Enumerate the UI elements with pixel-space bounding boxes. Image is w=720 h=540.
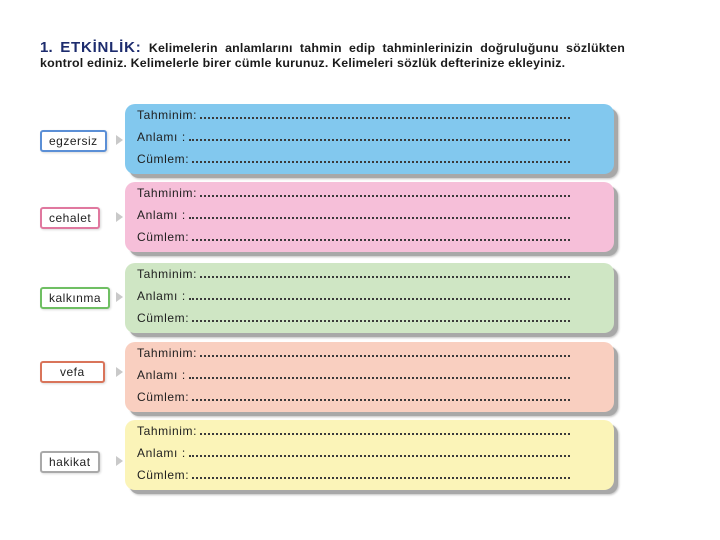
sentence-blank[interactable]	[192, 151, 570, 163]
sentence-label: Cümlem:	[137, 468, 190, 482]
word-card	[125, 420, 614, 490]
guess-line[interactable]	[137, 185, 570, 203]
guess-label: Tahminim:	[137, 186, 198, 200]
sentence-label: Cümlem:	[137, 152, 190, 166]
activity-keyword: ETKİNLİK:	[60, 39, 142, 56]
meaning-label: Anlamı :	[137, 446, 186, 460]
meaning-line[interactable]	[137, 445, 570, 463]
word-row-cehalet	[0, 180, 720, 260]
sentence-label: Cümlem:	[137, 390, 190, 404]
guess-blank[interactable]	[200, 423, 570, 435]
word-row-kalkinma	[0, 261, 720, 341]
sentence-label: Cümlem:	[137, 230, 190, 244]
sentence-blank[interactable]	[192, 467, 570, 479]
sentence-blank[interactable]	[192, 310, 570, 322]
word-tag: hakikat	[40, 451, 100, 473]
sentence-line[interactable]	[137, 310, 570, 328]
word-tag: kalkınma	[40, 287, 110, 309]
sentence-line[interactable]	[137, 151, 570, 169]
arrow-icon	[116, 456, 123, 466]
meaning-line[interactable]	[137, 207, 570, 225]
guess-blank[interactable]	[200, 345, 570, 357]
guess-blank[interactable]	[200, 107, 570, 119]
meaning-line[interactable]	[137, 367, 570, 385]
guess-blank[interactable]	[200, 266, 570, 278]
guess-label: Tahminim:	[137, 108, 198, 122]
word-card	[125, 104, 614, 174]
word-card	[125, 263, 614, 333]
arrow-icon	[116, 212, 123, 222]
meaning-blank[interactable]	[189, 367, 570, 379]
guess-label: Tahminim:	[137, 267, 198, 281]
arrow-icon	[116, 367, 123, 377]
meaning-blank[interactable]	[189, 288, 570, 300]
meaning-blank[interactable]	[189, 207, 570, 219]
meaning-line[interactable]	[137, 129, 570, 147]
meaning-label: Anlamı :	[137, 368, 186, 382]
meaning-blank[interactable]	[189, 129, 570, 141]
guess-blank[interactable]	[200, 185, 570, 197]
word-tag: vefa	[40, 361, 105, 383]
guess-label: Tahminim:	[137, 346, 198, 360]
guess-line[interactable]	[137, 266, 570, 284]
arrow-icon	[116, 292, 123, 302]
meaning-blank[interactable]	[189, 445, 570, 457]
guess-line[interactable]	[137, 423, 570, 441]
sentence-blank[interactable]	[192, 389, 570, 401]
sentence-line[interactable]	[137, 229, 570, 247]
meaning-label: Anlamı :	[137, 289, 186, 303]
guess-label: Tahminim:	[137, 424, 198, 438]
guess-line[interactable]	[137, 107, 570, 125]
word-row-egzersiz	[0, 101, 720, 181]
word-tag: egzersiz	[40, 130, 107, 152]
activity-number: 1.	[40, 39, 53, 56]
sentence-line[interactable]	[137, 389, 570, 407]
sentence-blank[interactable]	[192, 229, 570, 241]
sentence-label: Cümlem:	[137, 311, 190, 325]
sentence-line[interactable]	[137, 467, 570, 485]
word-tag: cehalet	[40, 207, 100, 229]
meaning-label: Anlamı :	[137, 130, 186, 144]
meaning-label: Anlamı :	[137, 208, 186, 222]
activity-text: Kelimelerin anlamlarını tahmin edip tahminlerinizin doğruluğunu sözlükten kontrol ediniz. Kelimelerle birer cümle kurunuz. Kelimeleri sözlük defterinize ekleyiniz.	[40, 41, 625, 70]
word-card	[125, 182, 614, 252]
word-row-vefa	[0, 340, 720, 420]
word-card	[125, 342, 614, 412]
guess-line[interactable]	[137, 345, 570, 363]
word-row-hakikat	[0, 418, 720, 498]
arrow-icon	[116, 135, 123, 145]
meaning-line[interactable]	[137, 288, 570, 306]
activity-instructions	[40, 40, 625, 71]
